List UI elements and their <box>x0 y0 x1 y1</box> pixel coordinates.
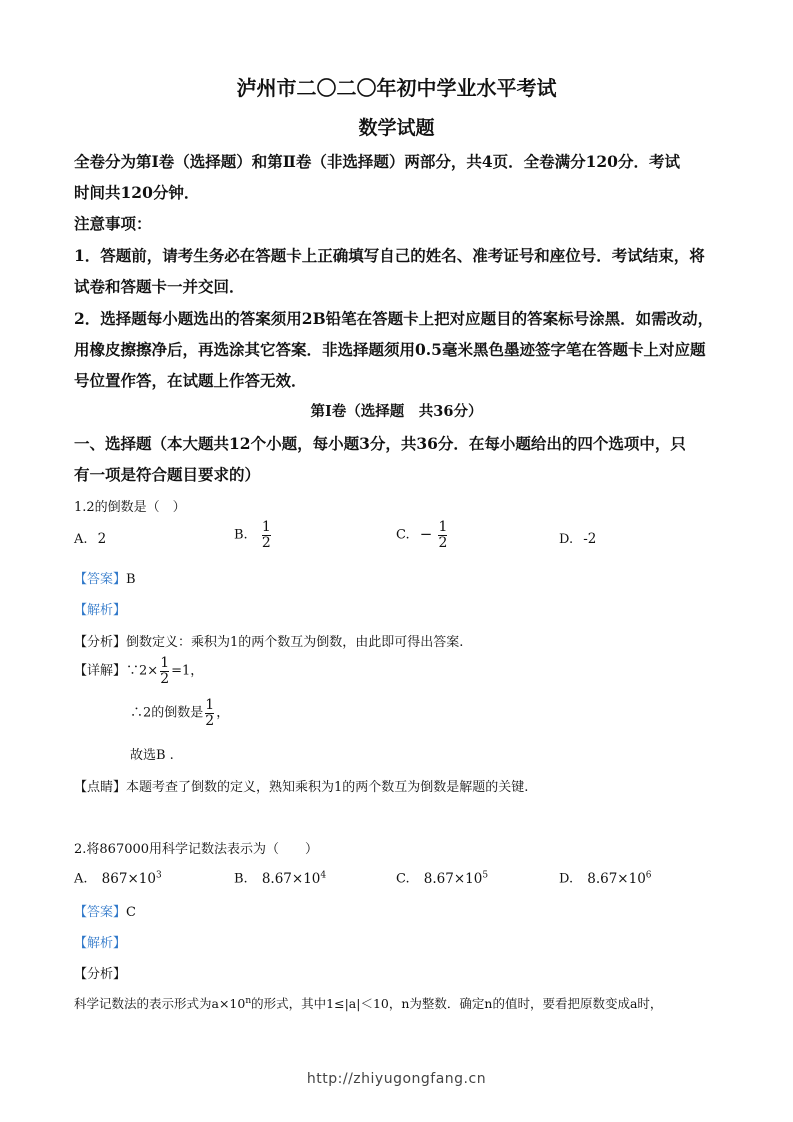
base: 867×10 <box>101 870 156 887</box>
note-1-line-1: 1．答题前，请考生务必在答题卡上正确填写自己的姓名、准考证号和座位号．考试结束，将 <box>74 246 705 265</box>
q1-option-c-label: C. <box>396 527 410 543</box>
comment-text: 本题考查了倒数的定义，熟知乘积为1的两个数互为倒数是解题的关键. <box>126 780 529 795</box>
q2-option-c-value <box>424 871 488 887</box>
q2-analysis <box>74 932 126 951</box>
exponent: 3 <box>155 870 162 880</box>
detail-fraction <box>160 656 169 686</box>
body-post: 的形式，其中1≤|a|＜10，n为整数．确定n的值时，要看把原数变成a时， <box>251 996 663 1011</box>
q2-option-a-label: A. <box>74 871 88 887</box>
note-2-line-3: 号位置作答，在试题上作答无效． <box>74 371 307 390</box>
exponent: 6 <box>645 870 652 880</box>
q2-option-b-label: B. <box>234 871 248 887</box>
analysis-tag: 【解析】 <box>74 936 127 951</box>
q2-fenxi <box>74 963 126 982</box>
notes-heading: 注意事项： <box>74 214 152 233</box>
denominator: 2 <box>205 712 215 729</box>
body-pre: 科学记数法的表示形式为a×10 <box>74 996 246 1011</box>
q2-option-d-label: D. <box>559 871 574 887</box>
numerator: 1 <box>160 655 170 671</box>
q1-option-d-value: -2 <box>583 531 597 547</box>
q1-stem: 1.2的倒数是（ ） <box>74 500 186 515</box>
minus-sign: − <box>419 524 433 543</box>
comment-tag: 【点睛】 <box>74 780 127 795</box>
q2-option-c-label: C. <box>396 871 410 887</box>
q1-option-b <box>234 520 273 550</box>
detail-tag: 【详解】 <box>74 663 127 679</box>
q1-fenxi <box>74 631 463 650</box>
part-line-1: 一、选择题（本大题共12个小题，每小题3分，共36分．在每小题给出的四个选项中，只 <box>74 434 686 453</box>
q2-option-d-value <box>587 871 651 887</box>
answer-tag: 【答案】 <box>74 572 127 587</box>
q1-option-c-fraction <box>438 520 447 550</box>
q1-option-b-fraction <box>262 520 271 550</box>
therefore-post: ， <box>216 705 230 721</box>
intro-line-1: 全卷分为第Ⅰ卷（选择题）和第Ⅱ卷（非选择题）两部分，共4页．全卷满分120分．考试 <box>74 152 680 171</box>
q2-option-d <box>559 870 652 887</box>
q1-detail <box>74 656 203 686</box>
q1-option-d-label: D. <box>559 532 574 547</box>
exponent: 4 <box>320 870 327 880</box>
q2-body <box>74 994 662 1012</box>
q2-option-a <box>74 870 162 887</box>
q1-option-a <box>74 531 106 547</box>
q2-option-a-value <box>102 871 162 887</box>
analysis-tag: 【解析】 <box>74 603 127 618</box>
denominator: 2 <box>160 670 170 687</box>
note-1-line-2: 试卷和答题卡一并交回． <box>74 277 245 296</box>
therefore-pre: ∴2的倒数是 <box>130 705 204 721</box>
body-sup: n <box>245 995 252 1006</box>
answer-tag: 【答案】 <box>74 905 127 920</box>
q1-therefore <box>130 698 229 728</box>
answer-value: C <box>126 905 136 920</box>
q2-stem: 2.将867000用科学记数法表示为（ ） <box>74 842 319 857</box>
q1-answer <box>74 568 136 587</box>
base: 8.67×10 <box>261 870 321 887</box>
detail-pre: ∵2× <box>126 663 159 679</box>
q1-choose: 故选B . <box>130 748 174 763</box>
denominator: 2 <box>261 534 271 551</box>
q2-option-b-value <box>262 871 326 887</box>
base: 8.67×10 <box>587 870 646 887</box>
q1-comment <box>74 776 528 795</box>
note-2-line-1: 2．选择题每小题选出的答案须用2B铅笔在答题卡上把对应题目的答案标号涂黑．如需改动， <box>74 309 714 328</box>
q1-option-a-value: 2 <box>97 531 107 547</box>
note-2-line-2: 用橡皮擦擦净后，再选涂其它答案．非选择题须用0.5毫米黑色墨迹签字笔在答题卡上对应题 <box>74 340 706 359</box>
q1-option-c <box>396 520 449 550</box>
intro-line-2: 时间共120分钟． <box>74 183 200 202</box>
q2-answer <box>74 901 136 920</box>
q2-option-c <box>396 870 488 887</box>
detail-post: =1， <box>171 663 204 679</box>
q1-option-a-label: A. <box>74 532 88 547</box>
footer-url: http://zhiyugongfang.cn <box>306 1071 487 1087</box>
numerator: 1 <box>438 519 448 535</box>
answer-value: B <box>126 572 136 587</box>
q1-option-d <box>559 531 596 547</box>
numerator: 1 <box>261 519 271 535</box>
page-subtitle: 数学试题 <box>358 117 435 139</box>
q1-option-b-label: B. <box>234 527 248 543</box>
page-title: 泸州市二〇二〇年初中学业水平考试 <box>236 76 557 100</box>
q1-analysis <box>74 599 126 618</box>
numerator: 1 <box>205 697 215 713</box>
exponent: 5 <box>482 870 489 880</box>
q2-option-b <box>234 870 326 887</box>
base: 8.67×10 <box>423 870 483 887</box>
denominator: 2 <box>438 534 448 551</box>
fenxi-tag: 【分析】 <box>74 967 127 982</box>
section-heading: 第Ⅰ卷（选择题 共36分） <box>310 403 483 420</box>
part-line-2: 有一项是符合题目要求的） <box>74 465 261 484</box>
fenxi-tag: 【分析】 <box>74 635 127 650</box>
fenxi-text: 倒数定义：乘积为1的两个数互为倒数，由此即可得出答案. <box>126 635 464 650</box>
therefore-fraction <box>205 698 214 728</box>
